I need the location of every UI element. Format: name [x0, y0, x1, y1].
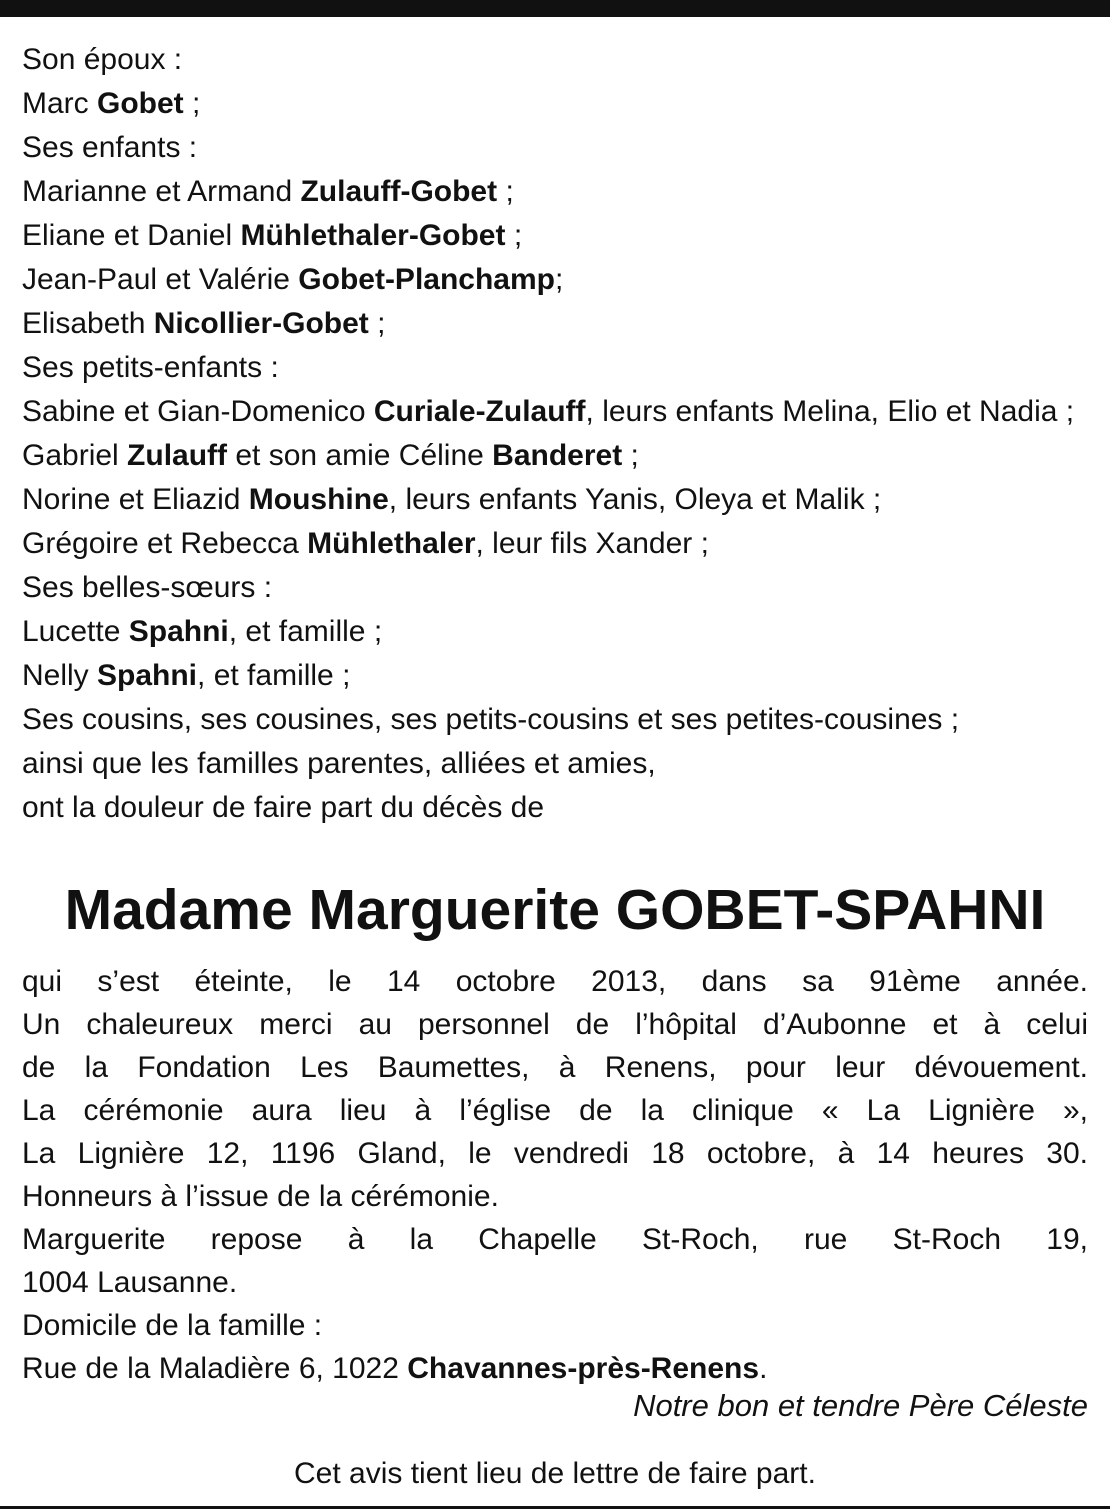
family-line [22, 698, 1088, 742]
family-line [22, 170, 1088, 214]
text-segment: , et famille ; [228, 615, 383, 648]
text-segment: Gabriel [22, 439, 128, 472]
text-segment: La Lignière 12, 1196 Gland, le vendredi 18 octobre, à 14 heures 30. [22, 1137, 1088, 1170]
text-segment: Ses enfants : [22, 131, 198, 164]
family-line [22, 566, 1088, 610]
bold-name: Banderet [492, 439, 623, 472]
body-line [22, 1175, 1088, 1218]
text-segment: Domicile de la famille : [22, 1309, 323, 1342]
text-segment: ; [183, 87, 201, 120]
family-line [22, 610, 1088, 654]
family-line [22, 742, 1088, 786]
text-segment: Sabine et Gian-Domenico [22, 395, 374, 428]
family-line [22, 390, 1088, 434]
family-line [22, 346, 1088, 390]
bold-name: Spahni [97, 659, 198, 692]
text-segment: Eliane et Daniel [22, 219, 241, 252]
text-segment: Son époux : [22, 43, 183, 76]
text-segment: ; [554, 263, 564, 296]
text-segment: La cérémonie aura lieu à l’église de la clinique « La Lignière », [22, 1094, 1088, 1127]
body-line [22, 1003, 1088, 1046]
text-segment: , leurs enfants Yanis, Oleya et Malik ; [388, 483, 882, 516]
text-segment: Un chaleureux merci au personnel de l’hôpital d’Aubonne et à celui [22, 1008, 1088, 1041]
text-segment: Grégoire et Rebecca [22, 527, 308, 560]
text-segment: , et famille ; [197, 659, 351, 692]
body-line [22, 1132, 1088, 1175]
deceased-name-heading: Madame Marguerite GOBET-SPAHNI [64, 878, 1046, 942]
family-line [22, 82, 1088, 126]
family-line [22, 126, 1088, 170]
text-segment: Rue de la Maladière 6, 1022 [22, 1352, 408, 1385]
family-line [22, 258, 1088, 302]
body-line [22, 1261, 1088, 1304]
bold-name: Zulauff-Gobet [300, 175, 498, 208]
family-line [22, 302, 1088, 346]
text-segment: , leur fils Xander ; [475, 527, 709, 560]
text-segment: Marc [22, 87, 97, 120]
family-line [22, 522, 1088, 566]
text-segment: de la Fondation Les Baumettes, à Renens, pour leur dévouement. [22, 1051, 1088, 1084]
text-segment: ; [622, 439, 639, 472]
text-segment: Marianne et Armand [22, 175, 301, 208]
family-line [22, 654, 1088, 698]
text-segment: ; [505, 219, 523, 252]
text-segment: . [759, 1352, 768, 1385]
text-segment: Marguerite repose à la Chapelle St-Roch, rue St-Roch 19, [22, 1223, 1088, 1256]
text-segment: Ses cousins, ses cousines, ses petits-cousins et ses petites-cousines ; [22, 703, 960, 736]
body-line [22, 1046, 1088, 1089]
text-segment: ainsi que les familles parentes, alliées et amies, [22, 747, 656, 780]
text-segment: 1004 Lausanne. [22, 1266, 238, 1299]
bold-name: Spahni [128, 615, 229, 648]
text-segment: Nelly [22, 659, 98, 692]
text-segment: et son amie Céline [227, 439, 493, 472]
family-line [22, 434, 1088, 478]
text-segment: ; [497, 175, 514, 208]
bottom-border-rule [0, 1506, 1110, 1509]
bold-name: Nicollier-Gobet [153, 307, 369, 340]
text-segment: , leurs enfants Melina, Elio et Nadia ; [585, 395, 1075, 428]
text-segment: ; [368, 307, 386, 340]
bold-name: Gobet-Planchamp [298, 263, 555, 296]
body-line [22, 1089, 1088, 1132]
signoff-verse: Notre bon et tendre Père Céleste [633, 1388, 1088, 1423]
bold-name: Curiale-Zulauff [373, 395, 586, 428]
text-segment: Elisabeth [22, 307, 154, 340]
text-segment: Honneurs à l’issue de la cérémonie. [22, 1180, 499, 1213]
bold-name: Chavannes-près-Renens [407, 1352, 760, 1385]
family-line [22, 214, 1088, 258]
text-segment: Lucette [22, 615, 129, 648]
bold-name: Mühlethaler-Gobet [240, 219, 506, 252]
top-border-rule [0, 0, 1110, 17]
text-segment: Ses belles-sœurs : [22, 571, 273, 604]
text-segment: Norine et Eliazid [22, 483, 249, 516]
body-line [22, 960, 1088, 1003]
text-segment: qui s’est éteinte, le 14 octobre 2013, dans sa 91ème année. [22, 965, 1088, 998]
body-line [22, 1304, 1088, 1347]
text-segment: Ses petits-enfants : [22, 351, 279, 384]
announcement-body [22, 960, 1088, 1390]
family-line [22, 38, 1088, 82]
body-line [22, 1218, 1088, 1261]
bold-name: Mühlethaler [307, 527, 476, 560]
family-list [22, 38, 1088, 830]
bold-name: Moushine [248, 483, 389, 516]
footer-note: Cet avis tient lieu de lettre de faire part. [294, 1457, 816, 1490]
family-line [22, 478, 1088, 522]
text-segment: Jean-Paul et Valérie [22, 263, 299, 296]
bold-name: Gobet [97, 87, 184, 120]
text-segment: ont la douleur de faire part du décès de [22, 791, 545, 824]
bold-name: Zulauff [127, 439, 228, 472]
family-line [22, 786, 1088, 830]
